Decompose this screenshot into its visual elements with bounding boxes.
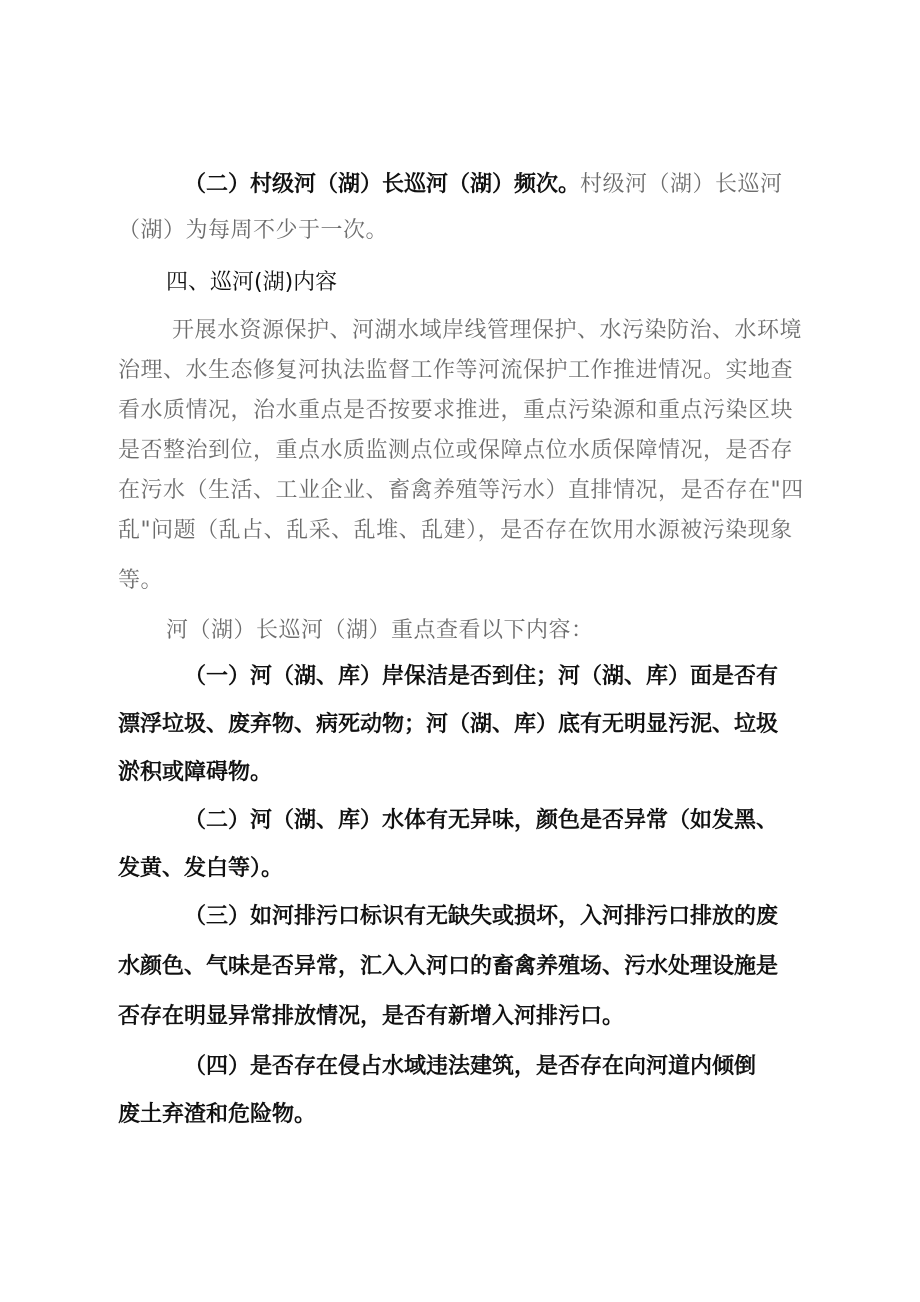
item-4-line: 废土弃渣和危险物。 <box>118 1102 317 1127</box>
item-3-line: （三）如河排污口标识有无缺失或损坏，入河排污口排放的废 <box>184 904 779 929</box>
para-line: 看水质情况，治水重点是否按要求推进，重点污染源和重点污染区块 <box>118 398 794 423</box>
item-2-line: 发黄、发白等）。 <box>118 856 284 881</box>
freq-text-1: 村级河（湖）长巡河 <box>580 172 783 197</box>
para-line: 是否整治到位，重点水质监测点位或保障点位水质保障情况，是否存 <box>118 438 794 463</box>
item-3-line: 水颜色、气味是否异常，汇入入河口的畜禽养殖场、污水处理设施是 <box>118 954 779 979</box>
item-3-line: 否存在明显异常排放情况，是否有新增入河排污口。 <box>118 1004 625 1029</box>
item-1-line: 淤积或障碍物。 <box>118 760 273 785</box>
para-line: 治理、水生态修复河执法监督工作等河流保护工作推进情况。实地查 <box>118 358 794 383</box>
freq-line-1 <box>184 170 783 200</box>
section-heading: 四、巡河(湖)内容 <box>166 270 338 295</box>
freq-title: （二）村级河（湖）长巡河（湖）频次。 <box>184 172 581 197</box>
item-2-line: （二）河（湖、库）水体有无异味，颜色是否异常（如发黑、 <box>184 808 779 833</box>
para-line: 在污水（生活、工业企业、畜禽养殖等污水）直排情况，是否存在"四 <box>118 478 804 503</box>
intro-line: 河（湖）长巡河（湖）重点查看以下内容： <box>166 618 594 643</box>
para-line: 等。 <box>118 568 164 593</box>
item-4-line: （四）是否存在侵占水域违法建筑，是否存在向河道内倾倒 <box>184 1054 757 1079</box>
para-line: 乱"问题（乱占、乱采、乱堆、乱建），是否存在饮用水源被污染现象 <box>118 518 793 543</box>
item-1-line: （一）河（湖、库）岸保洁是否到住；河（湖、库）面是否有 <box>184 664 779 689</box>
item-1-line: 漂浮垃圾、废弃物、病死动物；河（湖、库）底有无明显污泥、垃圾 <box>118 712 779 737</box>
para-line: 开展水资源保护、河湖水域岸线管理保护、水污染防治、水环境 <box>172 318 803 343</box>
freq-line-2: （湖）为每周不少于一次。 <box>118 218 389 243</box>
